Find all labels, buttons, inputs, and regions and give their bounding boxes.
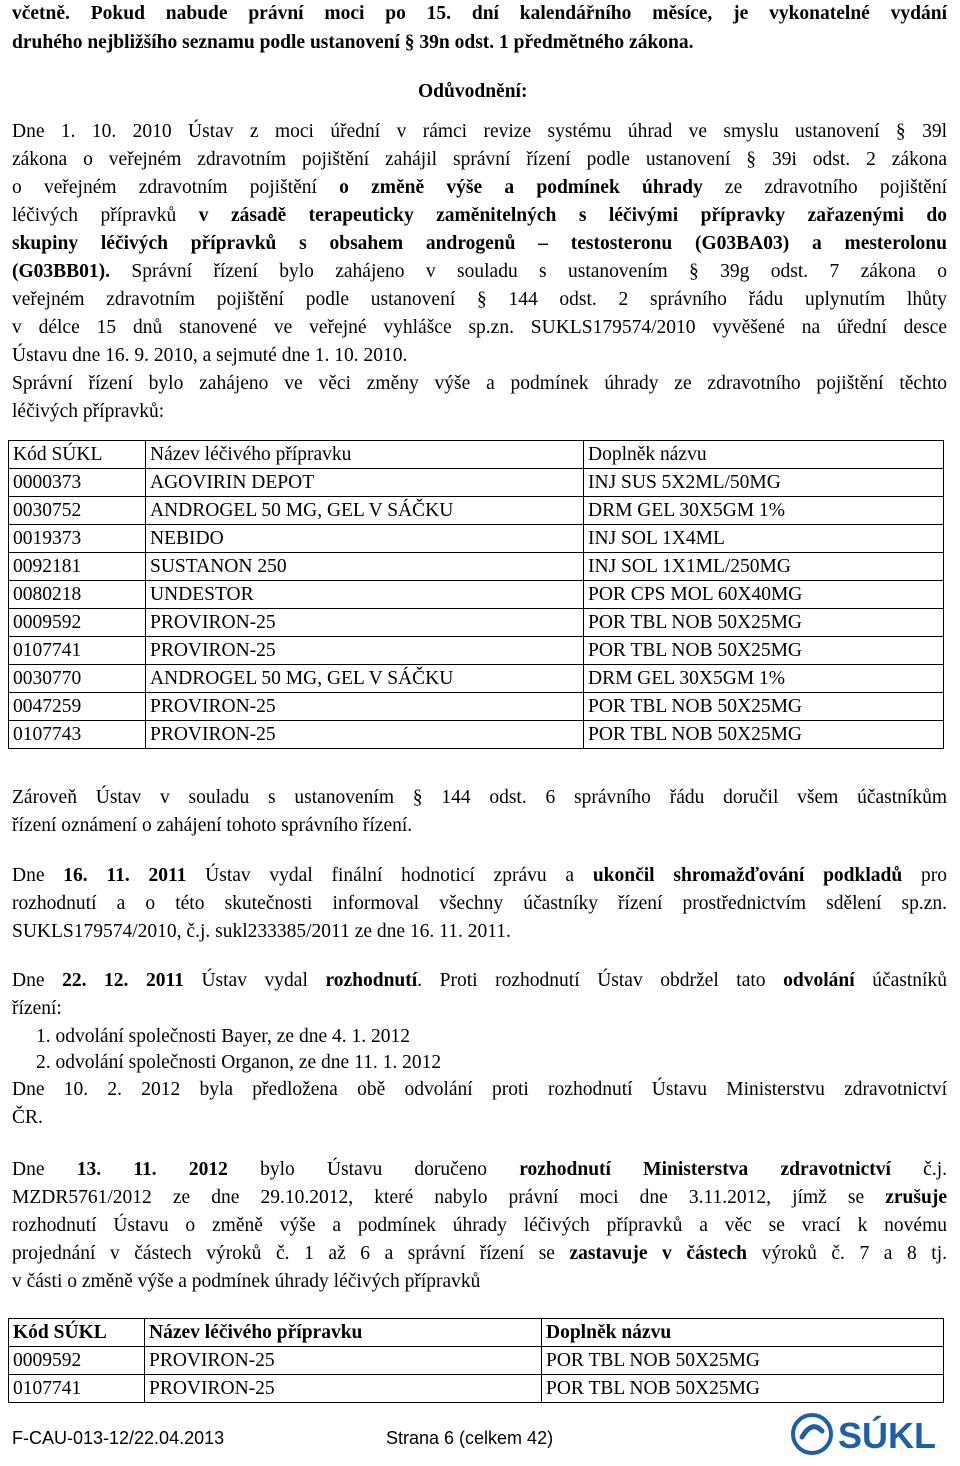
footer-doc-id: F-CAU-013-12/22.04.2013 bbox=[12, 1428, 225, 1448]
list-item: 1. odvolání společnosti Bayer, ze dne 4. 1. 2012 bbox=[36, 1026, 410, 1047]
text-line: MZDR5761/2012 ze dne 29.10.2012, které nabylo právní moci dne 3.11.2012, jímž se zrušuje bbox=[12, 1187, 947, 1208]
table-cell: ANDROGEL 50 MG, GEL V SÁČKU bbox=[146, 497, 584, 525]
medicine-table bbox=[8, 440, 944, 749]
sukl-logo-icon bbox=[788, 1408, 956, 1460]
table-cell: DRM GEL 30X5GM 1% bbox=[584, 497, 944, 525]
table-cell: INJ SOL 1X4ML bbox=[584, 525, 944, 553]
section-heading: Odůvodnění: bbox=[418, 81, 528, 102]
medicine-table-2 bbox=[8, 1318, 944, 1403]
table-cell: 0019373 bbox=[9, 525, 146, 553]
table-header-row bbox=[9, 1319, 944, 1347]
table-header-row bbox=[9, 441, 944, 469]
table-cell: UNDESTOR bbox=[146, 581, 584, 609]
table-cell: POR TBL NOB 50X25MG bbox=[584, 609, 944, 637]
table-cell: POR TBL NOB 50X25MG bbox=[584, 637, 944, 665]
table-row bbox=[9, 497, 944, 525]
table-row bbox=[9, 1375, 944, 1403]
text-line: druhého nejbližšího seznamu podle ustanovení § 39n odst. 1 předmětného zákona. bbox=[12, 32, 694, 53]
text-line: Dne 10. 2. 2012 byla předložena obě odvolání proti rozhodnutí Ústavu Ministerstvu zdravotnictví bbox=[12, 1079, 947, 1100]
table-row bbox=[9, 525, 944, 553]
text-line: veřejném zdravotním pojištění podle ustanovení § 144 odst. 2 správního řádu uplynutím lhůty bbox=[12, 289, 947, 310]
table-cell: POR TBL NOB 50X25MG bbox=[542, 1347, 944, 1375]
table-cell: 0030770 bbox=[9, 665, 146, 693]
text-line: Dne 13. 11. 2012 bylo Ústavu doručeno rozhodnutí Ministerstva zdravotnictví č.j. bbox=[12, 1159, 947, 1180]
table-row bbox=[9, 553, 944, 581]
text-line: v části o změně výše a podmínek úhrady léčivých přípravků bbox=[12, 1271, 481, 1292]
table-row bbox=[9, 609, 944, 637]
table-row bbox=[9, 581, 944, 609]
table-cell: POR TBL NOB 50X25MG bbox=[584, 693, 944, 721]
table-cell: POR TBL NOB 50X25MG bbox=[584, 721, 944, 749]
text-line: projednání v částech výroků č. 1 až 6 a správní řízení se zastavuje v částech výroků č. 7 a 8 tj. bbox=[12, 1243, 948, 1264]
table-row bbox=[9, 721, 944, 749]
text-line: ČR. bbox=[12, 1107, 43, 1128]
table-row bbox=[9, 1347, 944, 1375]
table-header-cell: Kód SÚKL bbox=[9, 1319, 145, 1347]
table-cell: PROVIRON-25 bbox=[146, 637, 584, 665]
text-line: Dne 16. 11. 2011 Ústav vydal finální hodnoticí zprávu a ukončil shromažďování podkladů pro bbox=[12, 865, 947, 886]
table-cell: 0047259 bbox=[9, 693, 146, 721]
text-line: (G03BB01). Správní řízení bylo zahájeno v souladu s ustanovením § 39g odst. 7 zákona o bbox=[12, 261, 947, 282]
table-cell: 0107741 bbox=[9, 637, 146, 665]
text-line: rozhodnutí Ústavu o změně výše a podmínek úhrady léčivých přípravků a věc se vrací k novému bbox=[12, 1215, 947, 1236]
table-row bbox=[9, 693, 944, 721]
text-line: včetně. Pokud nabude právní moci po 15. dní kalendářního měsíce, je vykonatelné vydání bbox=[12, 3, 947, 24]
table-header-cell: Doplněk názvu bbox=[584, 441, 944, 469]
sukl-logo bbox=[788, 1408, 956, 1460]
list-item: 2. odvolání společnosti Organon, ze dne 11. 1. 2012 bbox=[36, 1052, 442, 1073]
table-cell: INJ SUS 5X2ML/50MG bbox=[584, 469, 944, 497]
table-cell: 0009592 bbox=[9, 1347, 145, 1375]
table-header-cell: Název léčivého přípravku bbox=[145, 1319, 542, 1347]
text-line: zákona o veřejném zdravotním pojištění zahájil správní řízení podle ustanovení § 39i odst. 2 zákona bbox=[12, 149, 947, 170]
table-header-cell: Název léčivého přípravku bbox=[146, 441, 584, 469]
table-cell: 0080218 bbox=[9, 581, 146, 609]
table-cell: NEBIDO bbox=[146, 525, 584, 553]
text-line: řízení oznámení o zahájení tohoto správního řízení. bbox=[12, 815, 413, 836]
text-line: Správní řízení bylo zahájeno ve věci změny výše a podmínek úhrady ze zdravotního pojištění těchto bbox=[12, 373, 947, 394]
table-cell: PROVIRON-25 bbox=[146, 609, 584, 637]
text-line: léčivých přípravků v zásadě terapeuticky zaměnitelných s léčivými přípravky zařazenými do bbox=[12, 205, 947, 226]
text-line: léčivých přípravků: bbox=[12, 401, 165, 422]
table-cell: POR TBL NOB 50X25MG bbox=[542, 1375, 944, 1403]
table-cell: SUSTANON 250 bbox=[146, 553, 584, 581]
table-cell: 0030752 bbox=[9, 497, 146, 525]
table-cell: 0107741 bbox=[9, 1375, 145, 1403]
text-line: Dne 1. 10. 2010 Ústav z moci úřední v rámci revize systému úhrad ve smyslu ustanovení § 39l bbox=[12, 121, 947, 142]
table-cell: 0092181 bbox=[9, 553, 146, 581]
text-line: Ústavu dne 16. 9. 2010, a sejmuté dne 1. 10. 2010. bbox=[12, 345, 408, 366]
table-cell: 0107743 bbox=[9, 721, 146, 749]
table-cell: PROVIRON-25 bbox=[146, 693, 584, 721]
table-cell: AGOVIRIN DEPOT bbox=[146, 469, 584, 497]
table-cell: DRM GEL 30X5GM 1% bbox=[584, 665, 944, 693]
table-header-cell: Doplněk názvu bbox=[542, 1319, 944, 1347]
text-line: řízení: bbox=[12, 998, 62, 1019]
table-header-cell: Kód SÚKL bbox=[9, 441, 146, 469]
table-row bbox=[9, 637, 944, 665]
table-cell: INJ SOL 1X1ML/250MG bbox=[584, 553, 944, 581]
text-line: SUKLS179574/2010, č.j. sukl233385/2011 ze dne 16. 11. 2011. bbox=[12, 921, 511, 942]
text-line: Dne 22. 12. 2011 Ústav vydal rozhodnutí. Proti rozhodnutí Ústav obdržel tato odvolání účastníků bbox=[12, 970, 947, 991]
table-cell: POR CPS MOL 60X40MG bbox=[584, 581, 944, 609]
table-cell: PROVIRON-25 bbox=[145, 1347, 542, 1375]
text-line: rozhodnutí a o této skutečnosti informoval všechny účastníky řízení prostřednictvím sdělení sp.zn. bbox=[12, 893, 947, 914]
text-line: v délce 15 dnů stanovené ve veřejné vyhlášce sp.zn. SUKLS179574/2010 vyvěšené na úřední desce bbox=[12, 317, 947, 338]
table-cell: ANDROGEL 50 MG, GEL V SÁČKU bbox=[146, 665, 584, 693]
table-cell: PROVIRON-25 bbox=[146, 721, 584, 749]
table-row bbox=[9, 665, 944, 693]
table-row bbox=[9, 469, 944, 497]
text-line: Zároveň Ústav v souladu s ustanovením § 144 odst. 6 správního řádu doručil všem účastníkům bbox=[12, 787, 947, 808]
svg-text:SÚKL: SÚKL bbox=[838, 1415, 936, 1456]
footer-page-number: Strana 6 (celkem 42) bbox=[386, 1428, 554, 1448]
text-line: o veřejném zdravotním pojištění o změně výše a podmínek úhrady ze zdravotního pojištění bbox=[12, 177, 947, 198]
table-cell: 0009592 bbox=[9, 609, 146, 637]
text-line: skupiny léčivých přípravků s obsahem androgenů – testosteronu (G03BA03) a mesterolonu bbox=[12, 233, 947, 254]
table-cell: 0000373 bbox=[9, 469, 146, 497]
table-cell: PROVIRON-25 bbox=[145, 1375, 542, 1403]
